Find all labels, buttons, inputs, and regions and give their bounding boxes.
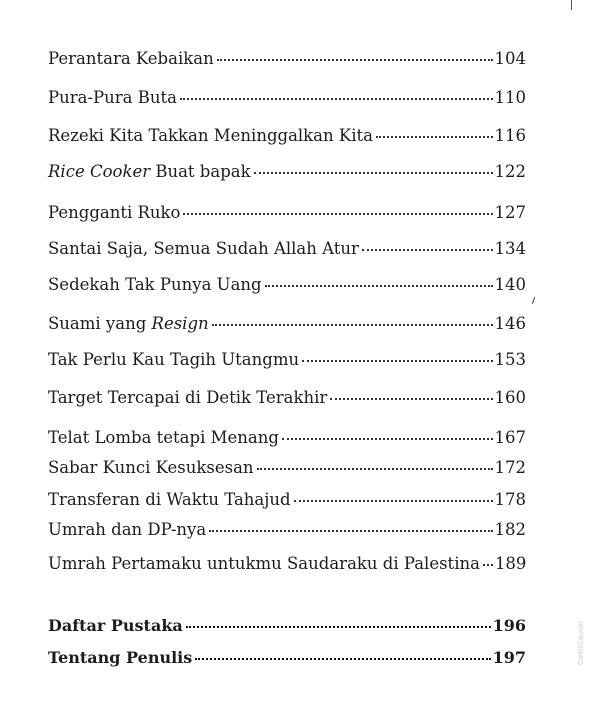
scanner-watermark: CamScanner xyxy=(577,620,585,665)
toc-entry-page: 182 xyxy=(494,520,526,539)
dot-leader xyxy=(362,249,493,251)
dot-leader xyxy=(180,98,493,100)
dot-leader xyxy=(302,360,492,362)
toc-entry xyxy=(48,456,526,480)
toc-entry-page: 110 xyxy=(494,88,526,107)
toc-entry-title: Perantara Kebaikan xyxy=(48,49,214,68)
toc-entry-title: Santai Saja, Semua Sudah Allah Atur xyxy=(48,239,359,258)
toc-entry-title: Sabar Kunci Kesuksesan xyxy=(48,458,254,477)
dot-leader xyxy=(217,59,493,61)
toc-entry xyxy=(48,386,526,410)
toc-entry-title: Pengganti Ruko xyxy=(48,203,181,222)
toc-entry-title: Umrah dan DP-nya xyxy=(48,520,207,539)
toc-entry-page: 189 xyxy=(494,554,527,573)
dot-leader xyxy=(483,564,493,566)
toc-entry xyxy=(48,552,526,576)
toc-entry-title: Rezeki Kita Takkan Meninggalkan Kita xyxy=(48,126,373,145)
toc-entry xyxy=(48,273,526,297)
toc-entry-page: 104 xyxy=(494,49,526,68)
dot-leader xyxy=(195,658,490,660)
dot-leader xyxy=(294,500,493,502)
toc-entry-bibliography xyxy=(48,614,526,638)
toc-entry-title: Tak Perlu Kau Tagih Utangmu xyxy=(48,350,300,369)
toc-entry-page: 116 xyxy=(494,126,526,145)
toc-entry-page: 140 xyxy=(494,275,526,294)
toc-entry-page: 196 xyxy=(492,616,526,635)
toc-entry xyxy=(48,160,526,184)
toc-entry-title: Daftar Pustaka xyxy=(48,616,183,635)
toc-entry xyxy=(48,201,526,225)
dot-leader xyxy=(186,626,491,628)
toc-entry-title: Transferan di Waktu Tahajud xyxy=(48,490,291,509)
toc-entry-title: Target Tercapai di Detik Terakhir xyxy=(48,388,328,407)
dot-leader xyxy=(282,438,493,440)
toc-entry-page: 197 xyxy=(492,648,526,667)
toc-entry-title xyxy=(48,312,209,336)
toc-entry-page: 146 xyxy=(494,314,526,333)
dot-leader xyxy=(330,398,492,400)
toc-entry-title: Tentang Penulis xyxy=(48,648,193,667)
dot-leader xyxy=(254,172,493,174)
toc-entry-title-italic: Rice Cooker xyxy=(48,162,151,181)
toc-entry xyxy=(48,348,526,372)
toc-entry xyxy=(48,124,526,148)
toc-entry xyxy=(48,237,526,261)
dot-leader xyxy=(376,136,493,138)
toc-entry xyxy=(48,488,526,512)
page-edge-mark xyxy=(571,0,572,10)
toc-entry-title: Telat Lomba tetapi Menang xyxy=(48,428,279,447)
toc-entry-title: Pura-Pura Buta xyxy=(48,88,177,107)
toc-entry-about-author xyxy=(48,646,526,670)
toc-entry xyxy=(48,518,526,542)
toc-entry xyxy=(48,86,526,110)
toc-entry-page: 153 xyxy=(494,350,526,369)
toc-entry-page: 167 xyxy=(494,428,526,447)
toc-entry xyxy=(48,47,526,71)
toc-entry-title: Umrah Pertamaku untukmu Saudaraku di Palestina xyxy=(48,554,480,573)
table-of-contents xyxy=(48,0,526,716)
dot-leader xyxy=(265,285,493,287)
toc-entry-title-pre: Suami yang xyxy=(48,314,152,333)
pen-mark xyxy=(532,297,535,304)
dot-leader xyxy=(212,324,493,326)
toc-entry-page: 122 xyxy=(494,162,526,181)
dot-leader xyxy=(209,530,492,532)
toc-entry-title-rest: Buat bapak xyxy=(150,162,251,181)
dot-leader xyxy=(183,213,492,215)
toc-entry-page: 160 xyxy=(494,388,526,407)
toc-entry-page: 172 xyxy=(494,458,526,477)
toc-entry-title-italic: Resign xyxy=(151,314,209,333)
toc-entry-title: Sedekah Tak Punya Uang xyxy=(48,275,262,294)
toc-entry-page: 134 xyxy=(494,239,526,258)
dot-leader xyxy=(257,468,493,470)
toc-entry xyxy=(48,426,526,450)
toc-entry-title xyxy=(48,160,251,184)
toc-entry xyxy=(48,312,526,336)
toc-entry-page: 178 xyxy=(494,490,526,509)
toc-entry-page: 127 xyxy=(494,203,526,222)
